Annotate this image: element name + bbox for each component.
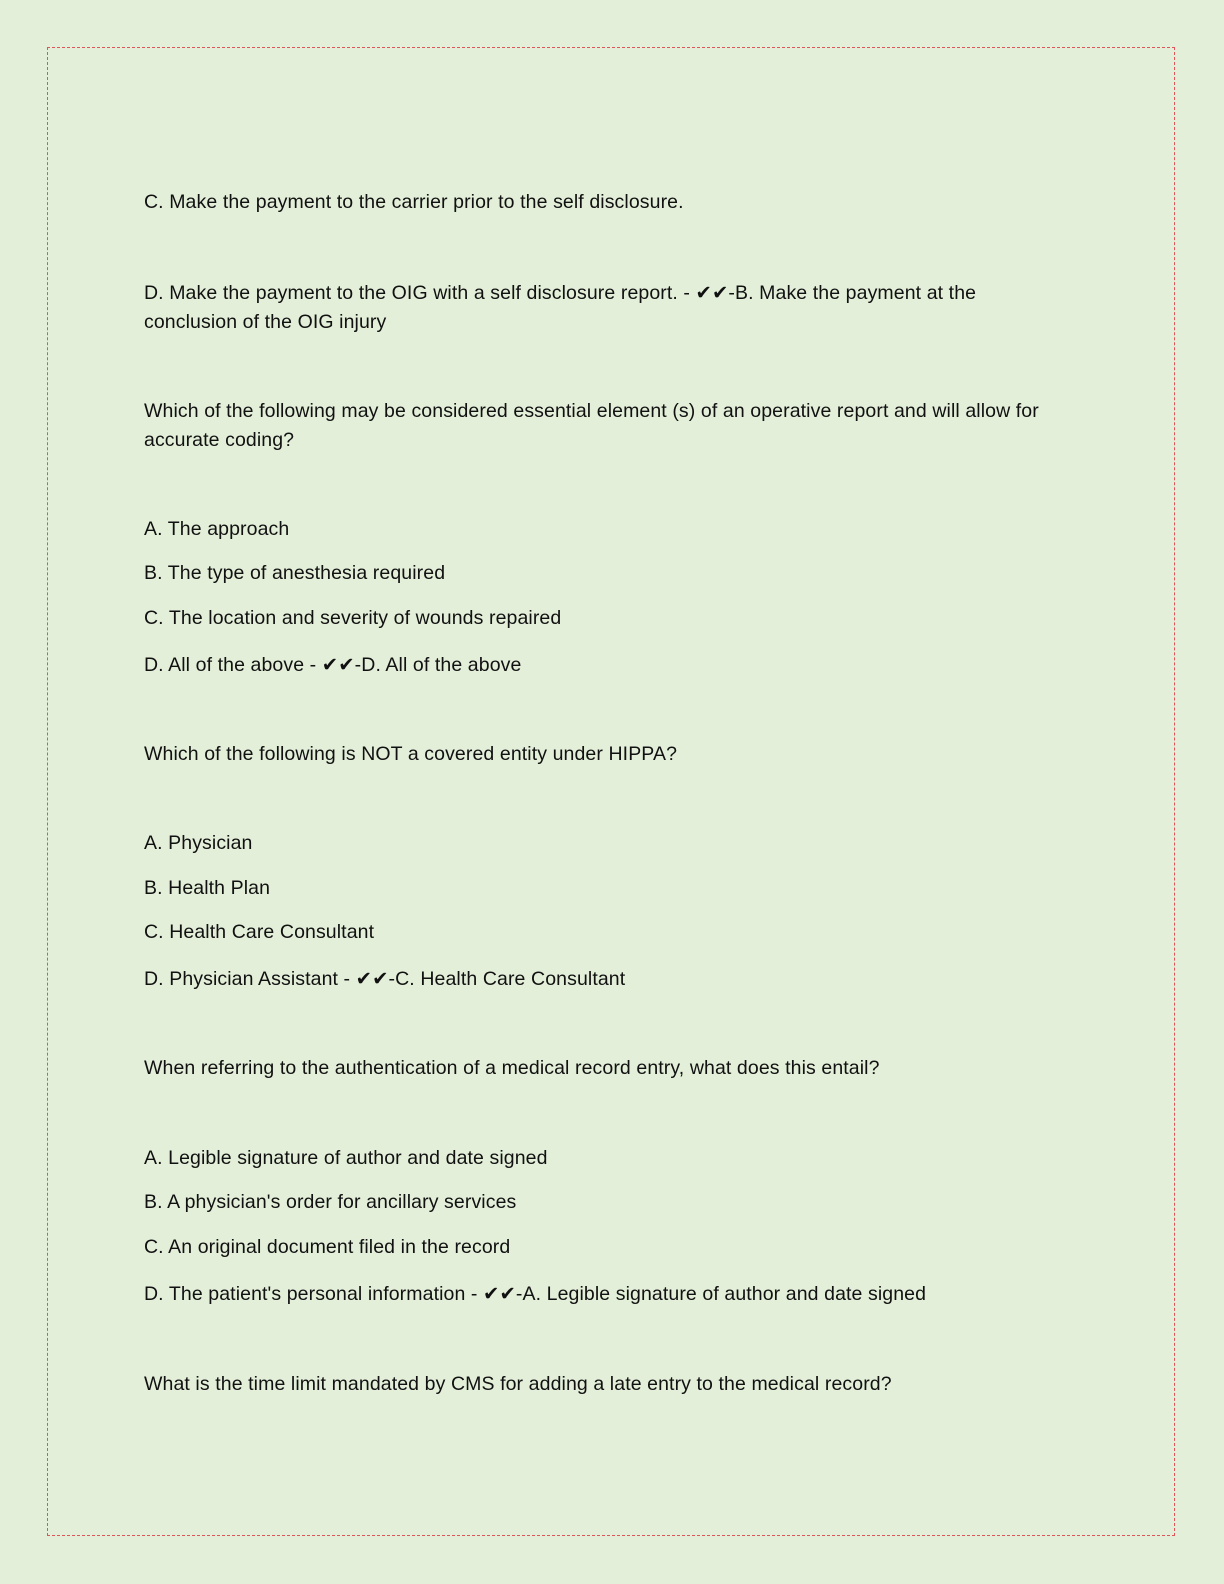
answer-option-a: A. The approach [144,518,290,540]
answer-option-d: D. All of the above - ✔✔-D. All of the above [144,654,522,676]
page-border [47,47,1175,1536]
question-text-continuation: accurate coding? [144,429,295,451]
answer-option-c: C. An original document filed in the record [144,1236,511,1258]
answer-option-d: D. Make the payment to the OIG with a self disclosure report. - ✔✔-B. Make the payment at the [144,282,977,304]
answer-option-d: D. Physician Assistant - ✔✔-C. Health Care Consultant [144,968,626,990]
answer-option-d: D. The patient's personal information - ✔✔-A. Legible signature of author and date signed [144,1283,927,1305]
answer-option-c: C. The location and severity of wounds repaired [144,607,562,629]
answer-option-c: C. Make the payment to the carrier prior to the self disclosure. [144,191,684,213]
answer-continuation: conclusion of the OIG injury [144,311,387,333]
answer-option-b: B. The type of anesthesia required [144,562,446,584]
answer-option-a: A. Legible signature of author and date signed [144,1147,548,1169]
question-text: When referring to the authentication of a medical record entry, what does this entail? [144,1057,880,1079]
question-text: What is the time limit mandated by CMS for adding a late entry to the medical record? [144,1373,892,1395]
question-text: Which of the following may be considered essential element (s) of an operative report and will allow for [144,400,1039,422]
answer-option-b: B. A physician's order for ancillary services [144,1191,517,1213]
answer-option-b: B. Health Plan [144,877,271,899]
answer-option-a: A. Physician [144,832,253,854]
answer-option-c: C. Health Care Consultant [144,921,375,943]
question-text: Which of the following is NOT a covered entity under HIPPA? [144,743,678,765]
